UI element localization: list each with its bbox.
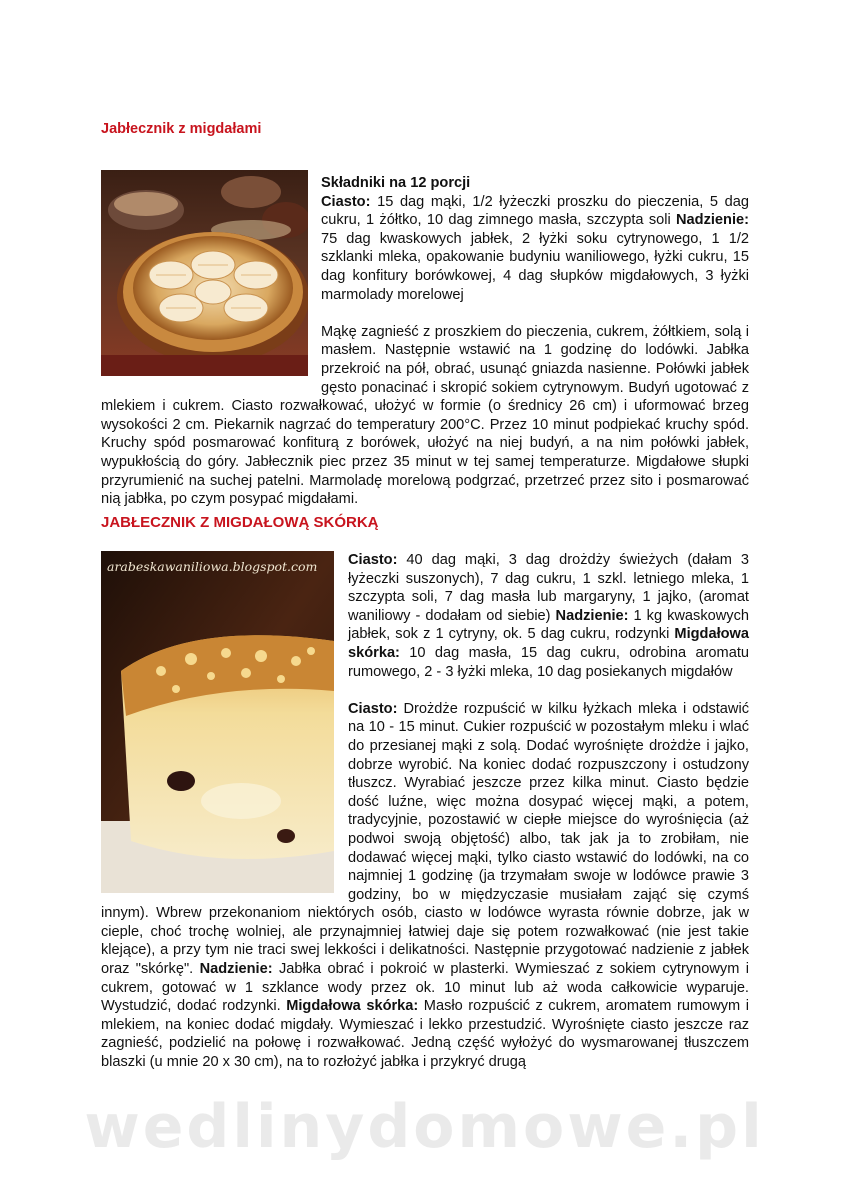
recipe1-nadzienie-text: 75 dag kwaskowych jabłek, 2 łyżki soku cytrynowego, 1 1/2 szklanki mleka, opakowanie budyniu waniliowego, łyżki cukru, 15 dag konfitury borówkowej, 4 dag słupków migdałowych, 3 łyżki marmolady morelowej <box>321 230 749 303</box>
recipe2-title: JABŁECZNIK Z MIGDAŁOWĄ SKÓRKĄ <box>101 514 379 531</box>
recipe1-section <box>101 174 749 509</box>
recipe2-section <box>101 551 749 1072</box>
recipe1-ciasto-label: Ciasto: <box>321 193 371 210</box>
recipe2-ing-nadzienie-text: 1 kg kwaskowych jabłek, sok z 1 cytryny, ok. 5 dag cukru, rodzynki <box>348 607 749 643</box>
recipe2-ing-ciasto-text: 40 dag mąki, 3 dag drożdży świeżych (dałam 3 łyżeczki suszonych), 7 dag cukru, 1 szkl. letniego mleka, 1 szczypta soli, 7 dag masła lub margaryny, 1 jajko, (aromat waniliowy - dodałam od siebie) <box>348 552 749 624</box>
recipe1-nadzienie-label: Nadzienie: <box>676 212 749 229</box>
recipe2-ing-skorka-label: Migdałowa skórka: <box>348 626 749 661</box>
recipe2-ing-skorka-text: 10 dag masła, 15 dag cukru, odrobina aromatu rumowego, 2 - 3 łyżki mleka, 10 dag posiekanych migdałów <box>348 644 749 680</box>
recipe2-method-ciasto-text: Drożdże rozpuścić w kilku łyżkach mleka i odstawić na 10 - 15 minut. Cukier rozpuścić w pozostałym mleku i wlać do przesianej mąki z solą. Dodać wyrośnięte drożdże i jajko, dobrze wyrobić. Na koniec dodać rozpuszczony i ostudzony tłuszcz. Wyrabiać jeszcze przez kilka minut. Ciasto będzie dość luźne, więc można dosypać więcej mąki, a potem, tradycyjnie, pozostawić w ciepłe miejsce do wyrośnięcia (aż podwoi swoją objętość) albo, tak jak ja to zrobiłam, nie dodawać więcej mąki, tylko ciasto wstawić do lodówki, na co najmniej 1 godzinę (ja trzymałam swoje w lodówce prawie 3 godziny, bo w międzyczasie musiałam zająć się czymś innym). Wbrew przekonaniom niektórych osób, ciasto w lodówce wyrasta równie dobrze, jak w cieple, choć trochę wolniej, ale przynajmniej łatwiej daje się potem rozwałkować (nie jest takie klejące), a przy tym nie traci swej lekkości i delikatności. Następnie przygotować nadzienie z jabłek oraz "skórkę". <box>101 700 749 978</box>
recipe1-title: Jabłecznik z migdałami <box>101 121 262 137</box>
recipe1-method: Mąkę zagnieść z proszkiem do pieczenia, cukrem, żółtkiem, solą i masłem. Następnie wstawić na 1 godzinę do lodówki. Jabłka przekroić na pół, obrać, usunąć gniazda nasienne. Połówki jabłek gęsto ponacinać i skropić sokiem cytrynowym. Budyń ugotować z mlekiem i cukrem. Ciasto rozwałkować, ułożyć w formie (o średnicy 26 cm) i uformować brzeg wysokości 2 cm. Piekarnik nagrzać do temperatury 200°C. Przez 10 minut podpiekać kruchy spód. Kruchy spód posmarować konfiturą z borówek, ułożyć na niej budyń, a na nim połówki jabłek, wypukłością do góry. Jabłecznik piec przez 35 minut w tej samej temperaturze. Migdałowe słupki przyrumienić na suchej patelni. Marmoladę morelową podgrzać, przetrzeć przez sito i posmarować nią jabłka, po czym posypać migdałami. <box>101 323 749 508</box>
recipe2-ing-ciasto-label: Ciasto: <box>348 552 398 568</box>
apple-tart-photo <box>101 170 308 376</box>
recipe2-method-skorka-label: Migdałowa skórka: <box>286 998 419 1015</box>
almond-apple-cake-photo <box>101 551 334 893</box>
recipe2-method-nadzienie-label: Nadzienie: <box>199 961 273 978</box>
recipe1-servings: Składniki na 12 porcji <box>321 175 471 191</box>
image-caption: arabeskawaniliowa.blogspot.com <box>107 559 318 574</box>
watermark: wedlinydomowe.pl <box>84 1092 765 1162</box>
recipe2-ing-nadzienie-label: Nadzienie: <box>555 607 629 624</box>
recipe2-method-nadzienie-text: Jabłka obrać i pokroić w plasterki. Wymieszać z sokiem cytrynowym i cukrem, gotować w 1 szklance wody przez ok. 10 minut lub aż woda całkowicie wyparuje. Wystudzić, dodać rodzynki. <box>101 961 749 1015</box>
recipe2-method-ciasto-label: Ciasto: <box>348 700 398 717</box>
recipe1-ciasto-text: 15 dag mąki, 1/2 łyżeczki proszku do pieczenia, 5 dag cukru, 1 żółtko, 10 dag zimnego masła, szczypta soli <box>321 193 749 229</box>
recipe2-method-skorka-text: Masło rozpuścić z cukrem, aromatem rumowym i mlekiem, na koniec dodać migdały. Wymieszać i lekko przestudzić. Wyrośnięte ciasto jeszcze raz zagnieść, podzielić na połowę i rozwałkować. Jedną część wyłożyć do wysmarowanej tłuszczem blaszki (u mnie 20 x 30 cm), na to rozłożyć jabłka i przykryć drugą <box>101 998 749 1071</box>
